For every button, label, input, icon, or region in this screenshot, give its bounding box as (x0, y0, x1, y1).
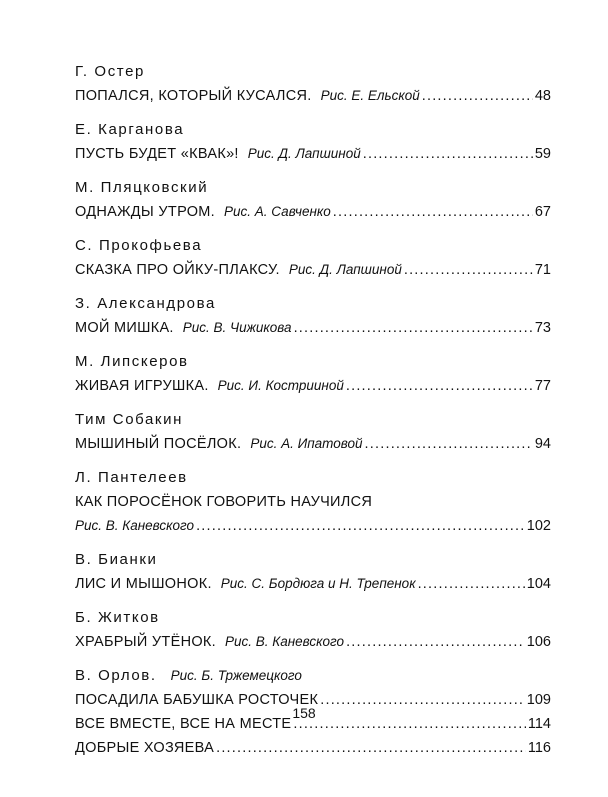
story-title: ПУСТЬ БУДЕТ «КВАК»! (75, 146, 239, 162)
illustrator-credit: Рис. С. Бордюга и Н. Трепенок (220, 576, 416, 591)
illustrator-credit: Рис. А. Ипатовой (250, 436, 363, 451)
toc-line (75, 490, 551, 514)
author-name: М. Липскеров (75, 353, 189, 370)
toc-line (75, 316, 551, 340)
story-title: ХРАБРЫЙ УТЁНОК. (75, 634, 216, 650)
illustrator-credit: Рис. И. Кострииной (217, 378, 344, 393)
dot-leader (365, 432, 533, 456)
author-name: З. Александрова (75, 295, 216, 312)
toc-entry (75, 466, 551, 538)
page-reference: 67 (534, 204, 551, 220)
page-reference: 77 (534, 378, 551, 394)
toc-line (75, 84, 551, 108)
toc-entry (75, 606, 551, 654)
illustrator-credit: Рис. В. Каневского (75, 518, 195, 533)
toc-entry (75, 176, 551, 224)
dot-leader (294, 316, 533, 340)
page-reference: 106 (526, 634, 551, 650)
illustrator-credit: Рис. В. Каневского (225, 634, 345, 649)
page-number: 158 (292, 705, 316, 721)
page-reference: 71 (534, 262, 551, 278)
page-reference: 114 (527, 716, 551, 732)
author-name: Тим Собакин (75, 411, 183, 428)
dot-leader (196, 514, 525, 538)
illustrator-credit: Рис. Д. Лапшиной (247, 146, 361, 161)
author-name: В. Бианки (75, 551, 158, 568)
toc-line (75, 258, 551, 282)
story-title: ПОПАЛСЯ, КОТОРЫЙ КУСАЛСЯ. (75, 88, 312, 104)
dot-leader (418, 572, 525, 596)
table-of-contents (75, 60, 551, 770)
toc-entry (75, 234, 551, 282)
toc-line (75, 736, 551, 760)
story-title: ВСЕ ВМЕСТЕ, ВСЕ НА МЕСТЕ (75, 716, 292, 732)
toc-line (75, 200, 551, 224)
story-title: МОЙ МИШКА. (75, 320, 174, 336)
page-reference: 73 (534, 320, 551, 336)
author-name: Б. Житков (75, 609, 160, 626)
toc-line (75, 572, 551, 596)
illustrator-credit: Рис. В. Чижикова (182, 320, 292, 335)
toc-entry (75, 292, 551, 340)
story-title: КАК ПОРОСЁНОК ГОВОРИТЬ НАУЧИЛСЯ (75, 494, 373, 510)
story-title: ОДНАЖДЫ УТРОМ. (75, 204, 216, 220)
toc-entry (75, 408, 551, 456)
page-reference: 116 (527, 740, 551, 756)
author-name: Е. Карганова (75, 121, 185, 138)
dot-leader (333, 200, 533, 224)
toc-entry (75, 350, 551, 398)
author-name: М. Пляцковский (75, 179, 209, 196)
story-title: ЛИС И МЫШОНОК. (75, 576, 212, 592)
dot-leader (363, 142, 533, 166)
illustrator-credit: Рис. А. Савченко (224, 204, 331, 219)
toc-line (75, 142, 551, 166)
story-title: ДОБРЫЕ ХОЗЯЕВА (75, 740, 215, 756)
author-name: Г. Остер (75, 63, 145, 80)
toc-entry (75, 118, 551, 166)
story-title: ПОСАДИЛА БАБУШКА РОСТОЧЕК (75, 692, 319, 708)
toc-line (75, 432, 551, 456)
author-name: Л. Пантелеев (75, 469, 188, 486)
dot-leader (216, 736, 526, 760)
illustrator-credit: Рис. Д. Лапшиной (288, 262, 402, 277)
story-title: ЖИВАЯ ИГРУШКА. (75, 378, 209, 394)
dot-leader (346, 630, 525, 654)
toc-entry (75, 548, 551, 596)
page-reference: 94 (534, 436, 551, 452)
author-name: В. Орлов. Рис. Б. Тржемецкого (75, 667, 302, 684)
page-reference: 59 (534, 146, 551, 162)
dot-leader (346, 374, 533, 398)
illustrator-credit: Рис. Е. Ельской (320, 88, 420, 103)
illustrator-credit: Рис. Б. Тржемецкого (170, 668, 302, 683)
story-title: МЫШИНЫЙ ПОСЁЛОК. (75, 436, 242, 452)
page-reference: 104 (526, 576, 551, 592)
toc-entry (75, 60, 551, 108)
dot-leader (422, 84, 533, 108)
page-reference: 48 (534, 88, 551, 104)
toc-line (75, 374, 551, 398)
toc-line (75, 514, 551, 538)
author-name: С. Прокофьева (75, 237, 203, 254)
toc-line (75, 630, 551, 654)
story-title: СКАЗКА ПРО ОЙКУ-ПЛАКСУ. (75, 262, 280, 278)
page-reference: 102 (526, 518, 551, 534)
page-reference: 109 (526, 692, 551, 708)
dot-leader (404, 258, 533, 282)
